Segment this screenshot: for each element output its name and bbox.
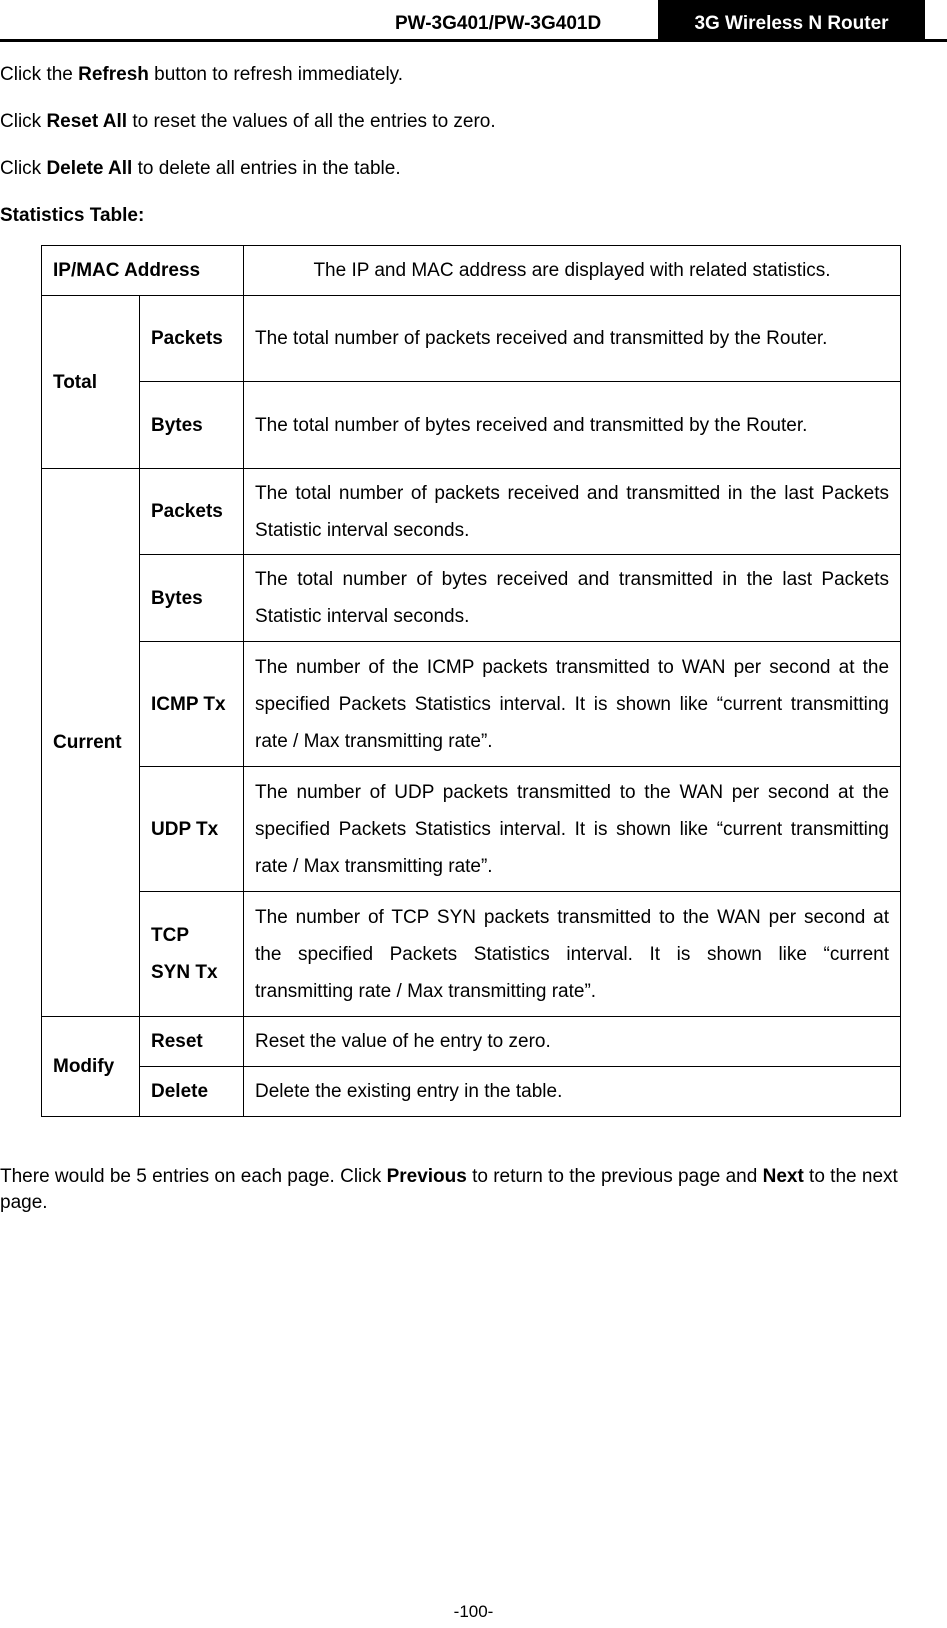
table-heading: Statistics Table:	[0, 205, 145, 226]
page-number: -100-	[453, 1602, 494, 1621]
icmp-tx-label: ICMP Tx	[140, 642, 244, 767]
current-bytes-label: Bytes	[140, 555, 244, 642]
total-packets-desc: The total number of packets received and transmitted by the Router.	[244, 296, 901, 382]
table-row	[42, 767, 901, 892]
icmp-tx-desc: The number of the ICMP packets transmitted to WAN per second at the specified Packets Statistics interval. It is shown like “current transmitting rate / Max transmitting rate”.	[244, 642, 901, 767]
page-header	[0, 0, 947, 42]
udp-tx-desc: The number of UDP packets transmitted to the WAN per second at the specified Packets Statistics interval. It is shown like “current transmitting rate / Max transmitting rate”.	[244, 767, 901, 892]
modify-delete-label: Delete	[140, 1067, 244, 1117]
table-row	[42, 382, 901, 469]
current-packets-desc: The total number of packets received and transmitted in the last Packets Statistic interval seconds.	[244, 469, 901, 555]
tcp-syn-tx-desc: The number of TCP SYN packets transmitted to the WAN per second at the specified Packets Statistics interval. It is shown like “current transmitting rate / Max transmitting rate”.	[244, 892, 901, 1017]
previous-term: Previous	[386, 1166, 467, 1187]
table-row	[42, 246, 901, 296]
refresh-term: Refresh	[78, 64, 149, 85]
tcp-syn-tx-label: TCP SYN Tx	[140, 892, 244, 1017]
total-label: Total	[42, 296, 140, 469]
intro-refresh: Click the Refresh button to refresh immediately.	[0, 64, 404, 85]
ip-mac-desc: The IP and MAC address are displayed with related statistics.	[244, 246, 901, 296]
intro-delete-all: Click Delete All to delete all entries in the table.	[0, 158, 401, 179]
statistics-table	[41, 245, 901, 1117]
next-term: Next	[762, 1166, 804, 1187]
total-bytes-label: Bytes	[140, 382, 244, 469]
model-name: PW-3G401/PW-3G401D	[395, 13, 602, 34]
total-bytes-desc: The total number of bytes received and transmitted by the Router.	[244, 382, 901, 469]
reset-all-term: Reset All	[46, 111, 128, 132]
modify-label: Modify	[42, 1017, 140, 1117]
table-row	[42, 555, 901, 642]
udp-tx-label: UDP Tx	[140, 767, 244, 892]
closing-paragraph: There would be 5 entries on each page. Click Previous to return to the previous page and Next to the next page.	[0, 1166, 898, 1213]
table-row	[42, 892, 901, 1017]
current-label: Current	[42, 469, 140, 1017]
current-bytes-desc: The total number of bytes received and transmitted in the last Packets Statistic interval seconds.	[244, 555, 901, 642]
header-rule	[0, 39, 947, 42]
table-row	[42, 296, 901, 382]
product-tab: 3G Wireless N Router	[658, 0, 925, 40]
modify-delete-desc: Delete the existing entry in the table.	[244, 1067, 901, 1117]
total-packets-label: Packets	[140, 296, 244, 382]
current-packets-label: Packets	[140, 469, 244, 555]
table-row	[42, 1017, 901, 1067]
intro-reset-all: Click Reset All to reset the values of all the entries to zero.	[0, 111, 496, 132]
table-row	[42, 642, 901, 767]
modify-reset-label: Reset	[140, 1017, 244, 1067]
modify-reset-desc: Reset the value of he entry to zero.	[244, 1017, 901, 1067]
table-row	[42, 1067, 901, 1117]
table-row	[42, 469, 901, 555]
ip-mac-label: IP/MAC Address	[42, 246, 244, 296]
delete-all-term: Delete All	[46, 158, 133, 179]
